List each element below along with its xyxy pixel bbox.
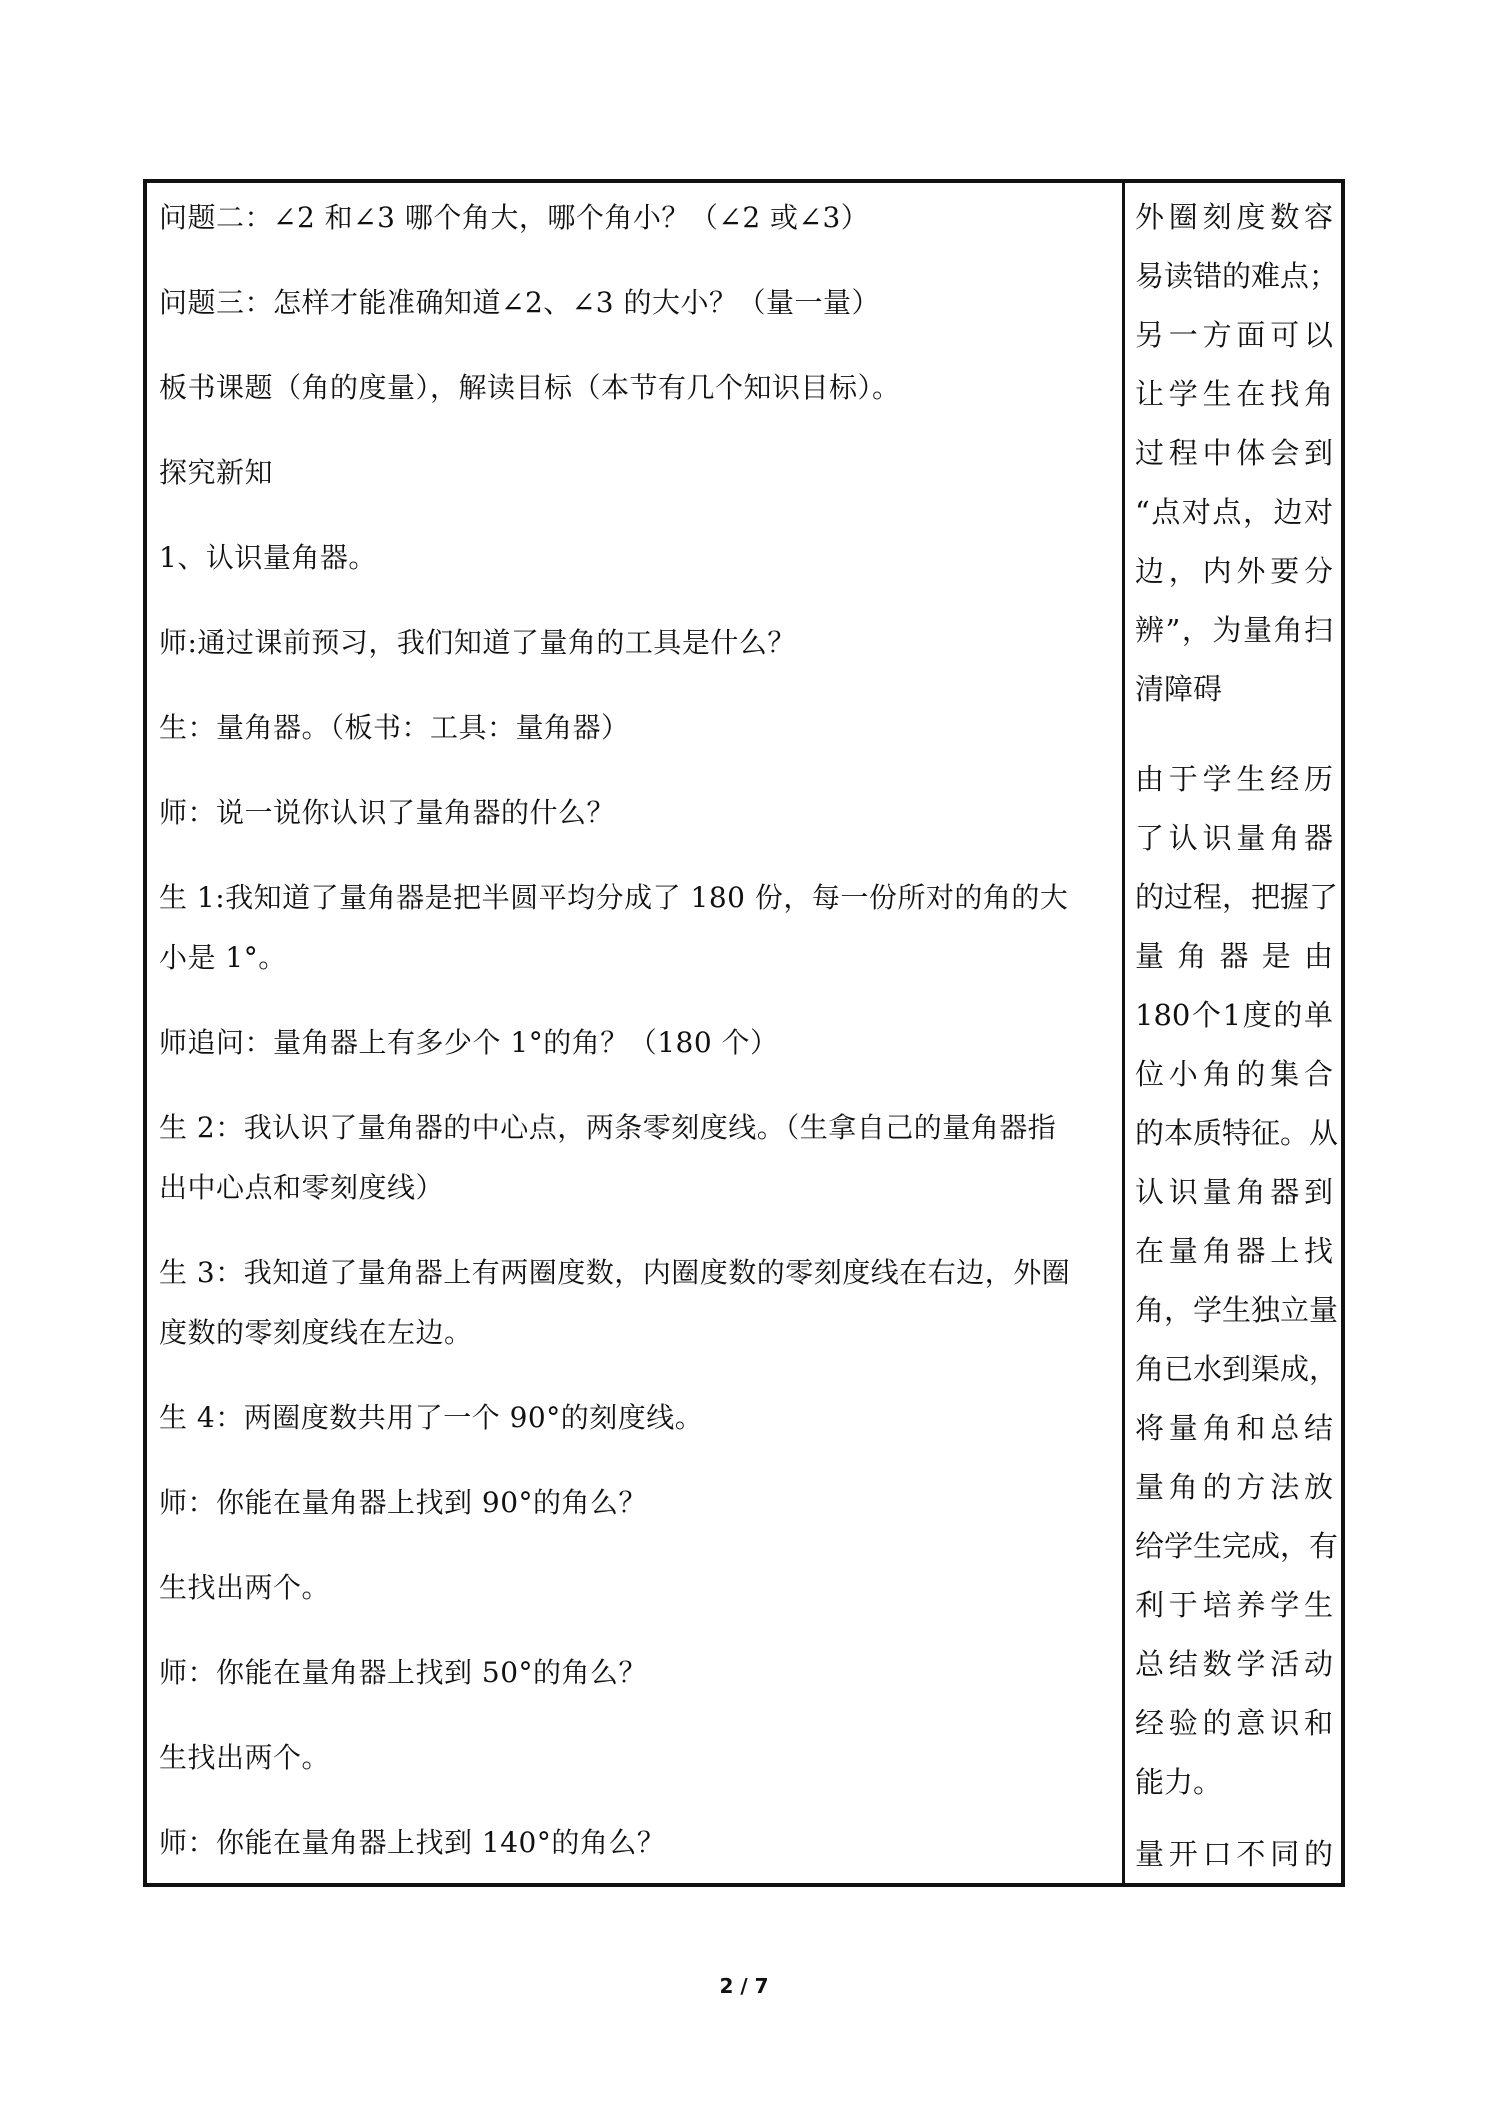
- text-line: 度数的零刻度线在左边。: [159, 1316, 473, 1349]
- text-line: 生找出两个。: [159, 1571, 331, 1604]
- section-heading: 探究新知: [159, 456, 274, 489]
- text-line: 小是 1°。: [159, 941, 287, 974]
- note-line: 180个1度的单: [1135, 998, 1333, 1032]
- note-line: 位小角的集合: [1135, 1057, 1333, 1091]
- note-line: 过程中体会到: [1135, 436, 1333, 470]
- text-line: 师：你能在量角器上找到 140°的角么？: [159, 1826, 666, 1859]
- text-line: 生：量角器。（板书：工具：量角器）: [159, 711, 630, 744]
- note-line: 认识量角器到: [1135, 1175, 1333, 1209]
- text-line: 问题三：怎样才能准确知道∠2、∠3 的大小？（量一量）: [159, 286, 880, 319]
- note-line: 的本质特征。从: [1135, 1116, 1339, 1150]
- note-line: 总结数学活动: [1135, 1647, 1333, 1681]
- text-line: 师追问：量角器上有多少个 1°的角？（180 个）: [159, 1026, 779, 1059]
- note-line: 了认识量角器: [1135, 821, 1333, 855]
- text-line: 师：你能在量角器上找到 50°的角么？: [159, 1656, 648, 1689]
- text-line: 生 2：我认识了量角器的中心点，两条零刻度线。（生拿自己的量角器指: [159, 1111, 1057, 1144]
- note-line: 在量角器上找: [1135, 1234, 1333, 1268]
- text-line: 师：说一说你认识了量角器的什么？: [159, 796, 616, 829]
- note-line: 让学生在找角: [1135, 377, 1333, 411]
- text-line: 出中心点和零刻度线）: [159, 1171, 445, 1204]
- text-line: 生 3：我知道了量角器上有两圈度数，内圈度数的零刻度线在右边，外圈: [159, 1256, 1071, 1289]
- page-number: 2 / 7: [719, 1974, 769, 1998]
- note-line: 将量角和总结: [1135, 1411, 1333, 1445]
- note-line: 利于培养学生: [1135, 1588, 1333, 1622]
- note-line: 给学生完成，有: [1135, 1529, 1339, 1563]
- note-line: 易读错的难点；: [1135, 259, 1339, 293]
- text-line: 生 4：两圈度数共用了一个 90°的刻度线。: [159, 1401, 704, 1434]
- note-line: 量角器是由: [1135, 939, 1333, 973]
- note-line: 外圈刻度数容: [1135, 200, 1333, 234]
- note-line: 角，学生独立量: [1135, 1293, 1339, 1327]
- note-line: 经验的意识和: [1135, 1706, 1333, 1740]
- note-line: 边，内外要分: [1135, 554, 1333, 588]
- text-line: 板书课题（角的度量），解读目标（本节有几个知识目标）。: [159, 371, 901, 404]
- text-line: 问题二：∠2 和∠3 哪个角大，哪个角小？（∠2 或∠3）: [159, 201, 870, 234]
- note-line: 另一方面可以: [1135, 318, 1333, 352]
- note-line: 清障碍: [1135, 672, 1223, 706]
- text-line: 生 1:我知道了量角器是把半圆平均分成了 180 份，每一份所对的角的大: [159, 881, 1069, 914]
- text-line: 生找出两个。: [159, 1741, 331, 1774]
- note-line: 辨”，为量角扫: [1135, 613, 1333, 647]
- text-line: 1、认识量角器。: [159, 541, 377, 574]
- note-line: 量开口不同的: [1135, 1837, 1333, 1871]
- text-line: 师：你能在量角器上找到 90°的角么？: [159, 1486, 648, 1519]
- note-line: 能力。: [1135, 1765, 1223, 1799]
- text-line: 师:通过课前预习，我们知道了量角的工具是什么？: [159, 626, 796, 659]
- note-line: “点对点，边对: [1135, 495, 1333, 529]
- note-line: 由于学生经历: [1135, 762, 1333, 796]
- note-line: 的过程，把握了: [1135, 880, 1339, 914]
- note-line: 量角的方法放: [1135, 1470, 1333, 1504]
- note-line: 角已水到渠成，: [1135, 1352, 1339, 1386]
